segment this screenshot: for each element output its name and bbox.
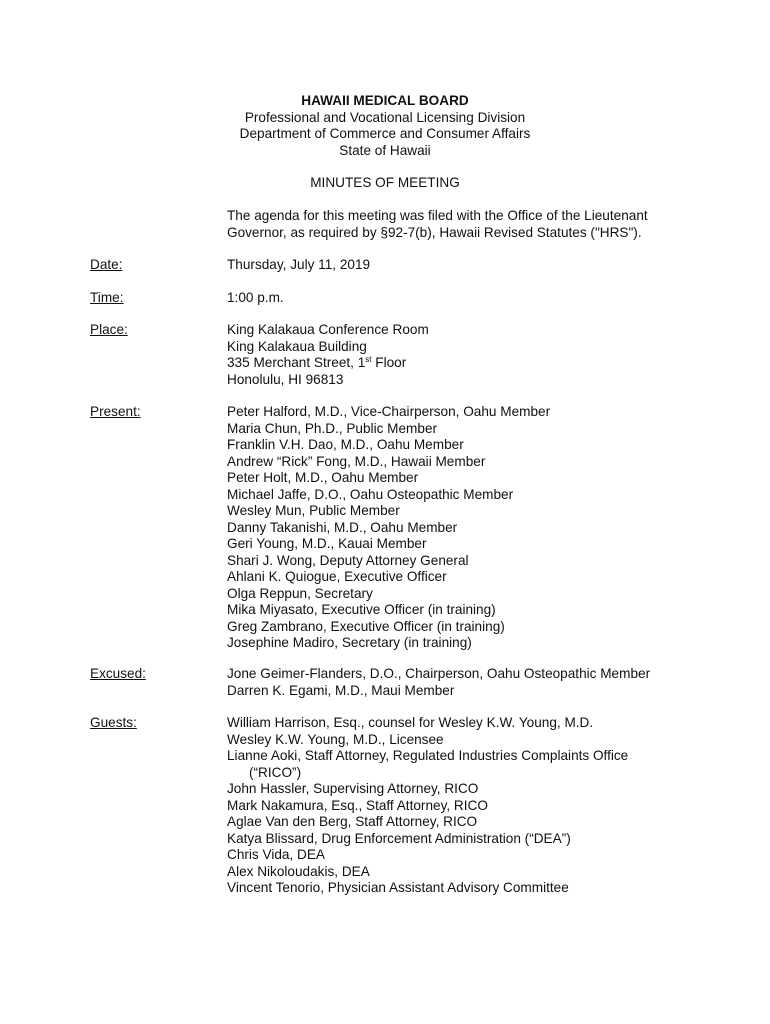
place-line: King Kalakaua Conference Room <box>227 322 429 337</box>
present-member: Shari J. Wong, Deputy Attorney General <box>227 552 469 568</box>
place-value <box>227 322 757 388</box>
state-name: State of Hawaii <box>339 142 431 158</box>
time-label: Time: <box>90 290 124 305</box>
guest-entry: Mark Nakamura, Esq., Staff Attorney, RICO <box>227 797 488 813</box>
address-ordinal: st <box>365 355 372 364</box>
present-member: Geri Young, M.D., Kauai Member <box>227 536 427 551</box>
address-floor: Floor <box>371 355 407 370</box>
present-member: Franklin V.H. Dao, M.D., Oahu Member <box>227 437 464 452</box>
date-value: Thursday, July 11, 2019 <box>227 257 371 272</box>
place-label: Place: <box>90 322 128 337</box>
place-line: King Kalakaua Building <box>227 338 367 354</box>
agenda-notice-line: The agenda for this meeting was filed with the Office of the Lieutenant <box>227 208 648 223</box>
present-member: Olga Reppun, Secretary <box>227 585 373 601</box>
guest-entry: Katya Blissard, Drug Enforcement Administration (“DEA”) <box>227 830 571 846</box>
present-member: Maria Chun, Ph.D., Public Member <box>227 420 438 436</box>
guests-label: Guests: <box>90 715 137 730</box>
date-label: Date: <box>90 257 123 272</box>
guest-entry: Chris Vida, DEA <box>227 847 325 862</box>
guests-list <box>227 715 757 897</box>
excused-list <box>227 666 757 699</box>
place-line <box>227 355 757 372</box>
present-member: Josephine Madiro, Secretary (in training) <box>227 635 472 650</box>
present-member: Andrew “Rick” Fong, M.D., Hawaii Member <box>227 453 486 469</box>
excused-member: Jone Geimer-Flanders, D.O., Chairperson, Oahu Osteopathic Member <box>227 666 651 681</box>
document-header <box>0 93 770 159</box>
guest-entry: Alex Nikoloudakis, DEA <box>227 863 370 879</box>
agenda-notice <box>227 208 747 241</box>
guest-entry: Vincent Tenorio, Physician Assistant Advisory Committee <box>227 880 569 895</box>
excused-label: Excused: <box>90 666 146 681</box>
guest-entry: Lianne Aoki, Staff Attorney, Regulated Industries Complaints Office <box>227 748 629 763</box>
division-name: Professional and Vocational Licensing Division <box>244 109 526 125</box>
present-label: Present: <box>90 404 141 419</box>
present-member: Peter Holt, M.D., Oahu Member <box>227 470 419 485</box>
minutes-title: MINUTES OF MEETING <box>310 175 460 190</box>
present-member: Michael Jaffe, D.O., Oahu Osteopathic Member <box>227 486 514 502</box>
present-member: Greg Zambrano, Executive Officer (in training) <box>227 618 505 634</box>
guest-entry: William Harrison, Esq., counsel for Wesley K.W. Young, M.D. <box>227 715 594 730</box>
place-line: Honolulu, HI 96813 <box>227 371 344 387</box>
present-member: Peter Halford, M.D., Vice-Chairperson, Oahu Member <box>227 404 551 419</box>
present-member: Mika Miyasato, Executive Officer (in training) <box>227 602 496 617</box>
time-value: 1:00 p.m. <box>227 290 284 305</box>
present-member: Ahlani K. Quiogue, Executive Officer <box>227 569 447 584</box>
guest-entry-continuation: (“RICO”) <box>249 764 302 780</box>
board-title: HAWAII MEDICAL BOARD <box>301 93 469 108</box>
guest-entry: Wesley K.W. Young, M.D., Licensee <box>227 731 444 747</box>
guest-entry: John Hassler, Supervising Attorney, RICO <box>227 781 479 796</box>
present-list <box>227 404 757 652</box>
guest-entry: Aglae Van den Berg, Staff Attorney, RICO <box>227 814 478 829</box>
agenda-notice-line: Governor, as required by §92-7(b), Hawaii Revised Statutes ("HRS"). <box>227 224 642 240</box>
excused-member: Darren K. Egami, M.D., Maui Member <box>227 682 455 698</box>
present-member: Danny Takanishi, M.D., Oahu Member <box>227 519 458 535</box>
present-member: Wesley Mun, Public Member <box>227 503 400 518</box>
address-street: 335 Merchant Street, 1 <box>227 355 366 370</box>
department-name: Department of Commerce and Consumer Affairs <box>239 126 531 141</box>
